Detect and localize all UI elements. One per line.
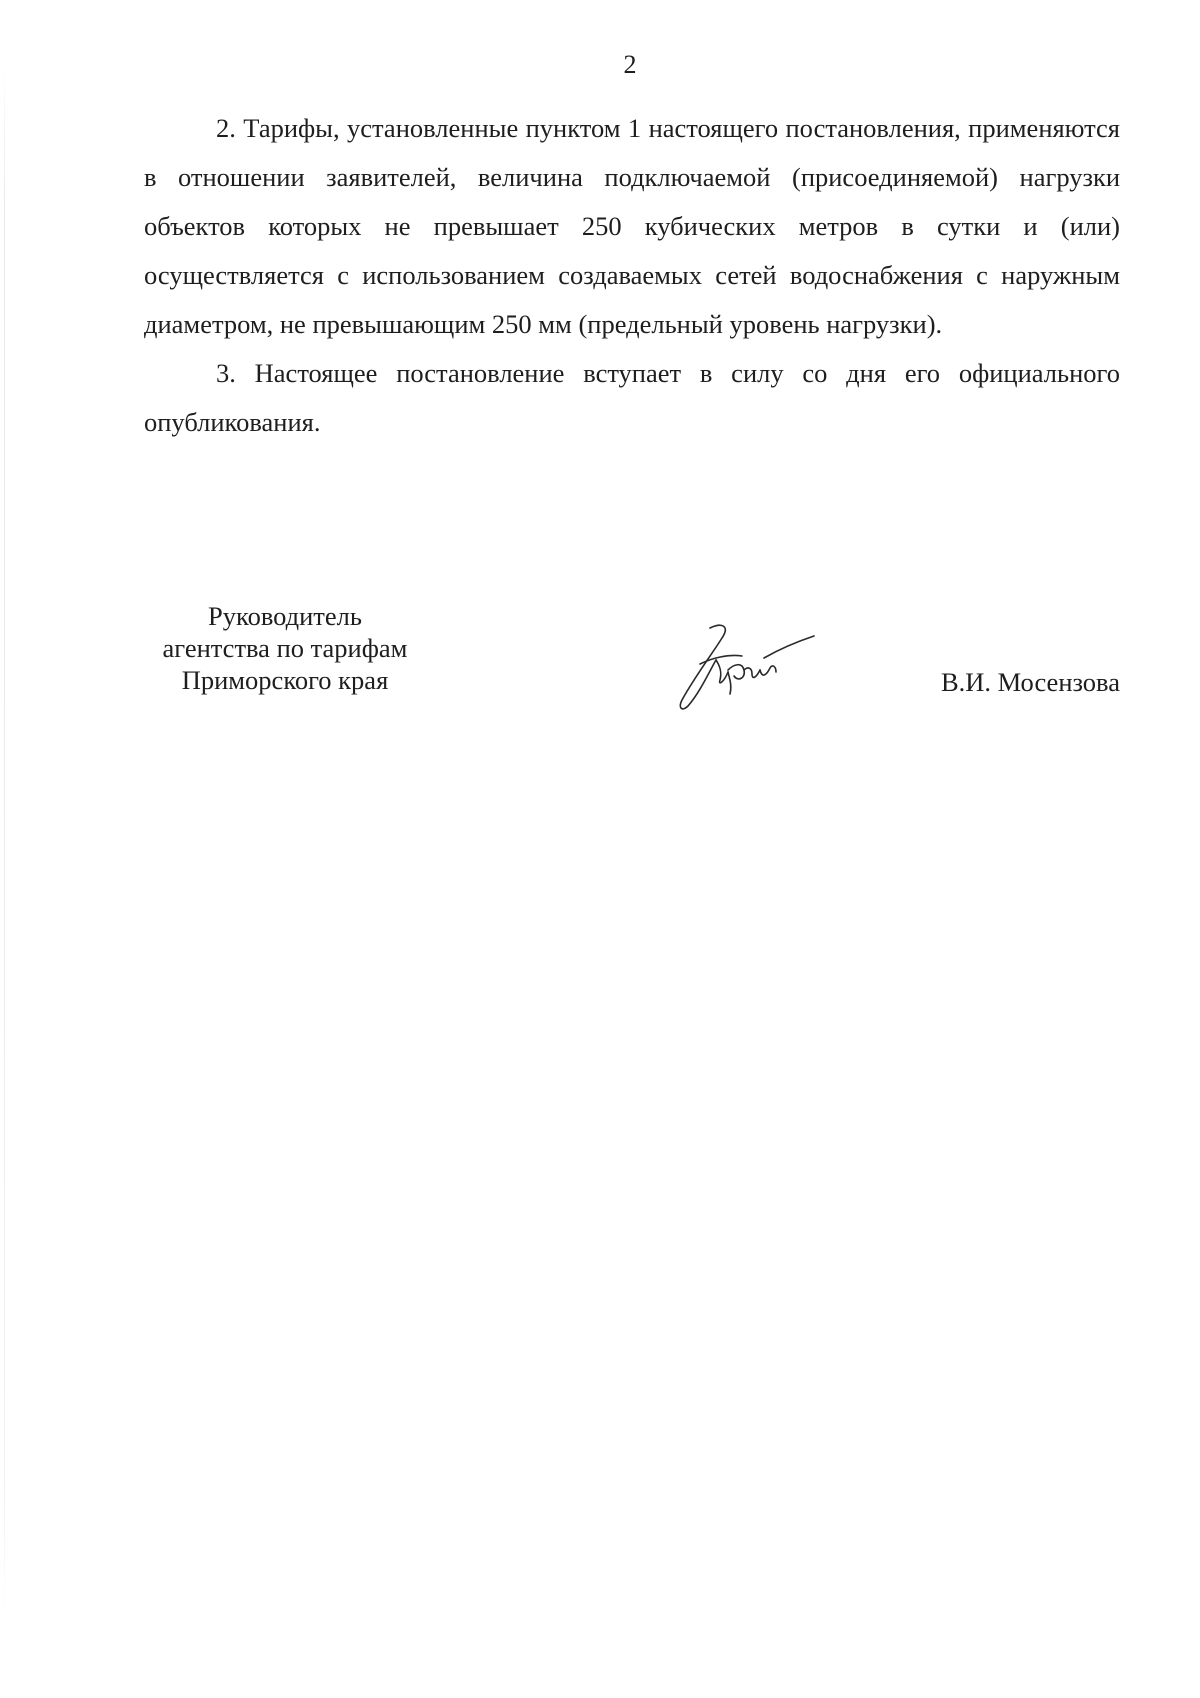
paragraph-2: 2. Тарифы, установленные пунктом 1 настоящего постановления, применяются в отношении заявителей, величина подключаемой (присоединяемой) нагрузки объектов которых не превышает 250 кубических метров в сутки и (или) осуществляется с использованием создаваемых сетей водоснабжения с наружным диаметром, не превышающим 250 мм (предельный уровень нагрузки). [144, 113, 1120, 339]
signer-position [140, 600, 430, 696]
paragraph-3: 3. Настоящее постановление вступает в силу со дня его официального опубликования. [144, 358, 1120, 437]
signer-name: В.И. Мосензова [940, 667, 1120, 697]
document-body [144, 104, 1120, 447]
signer-position-line-2: агентства по тарифам [162, 633, 408, 663]
signer-position-line-3: Приморского края [181, 665, 389, 695]
signer-position-line-1: Руководитель [208, 601, 362, 631]
signature-block [0, 600, 1200, 730]
scan-edge-shadow [4, 60, 5, 1620]
page-number: 2 [623, 50, 637, 79]
handwritten-signature [672, 620, 822, 715]
